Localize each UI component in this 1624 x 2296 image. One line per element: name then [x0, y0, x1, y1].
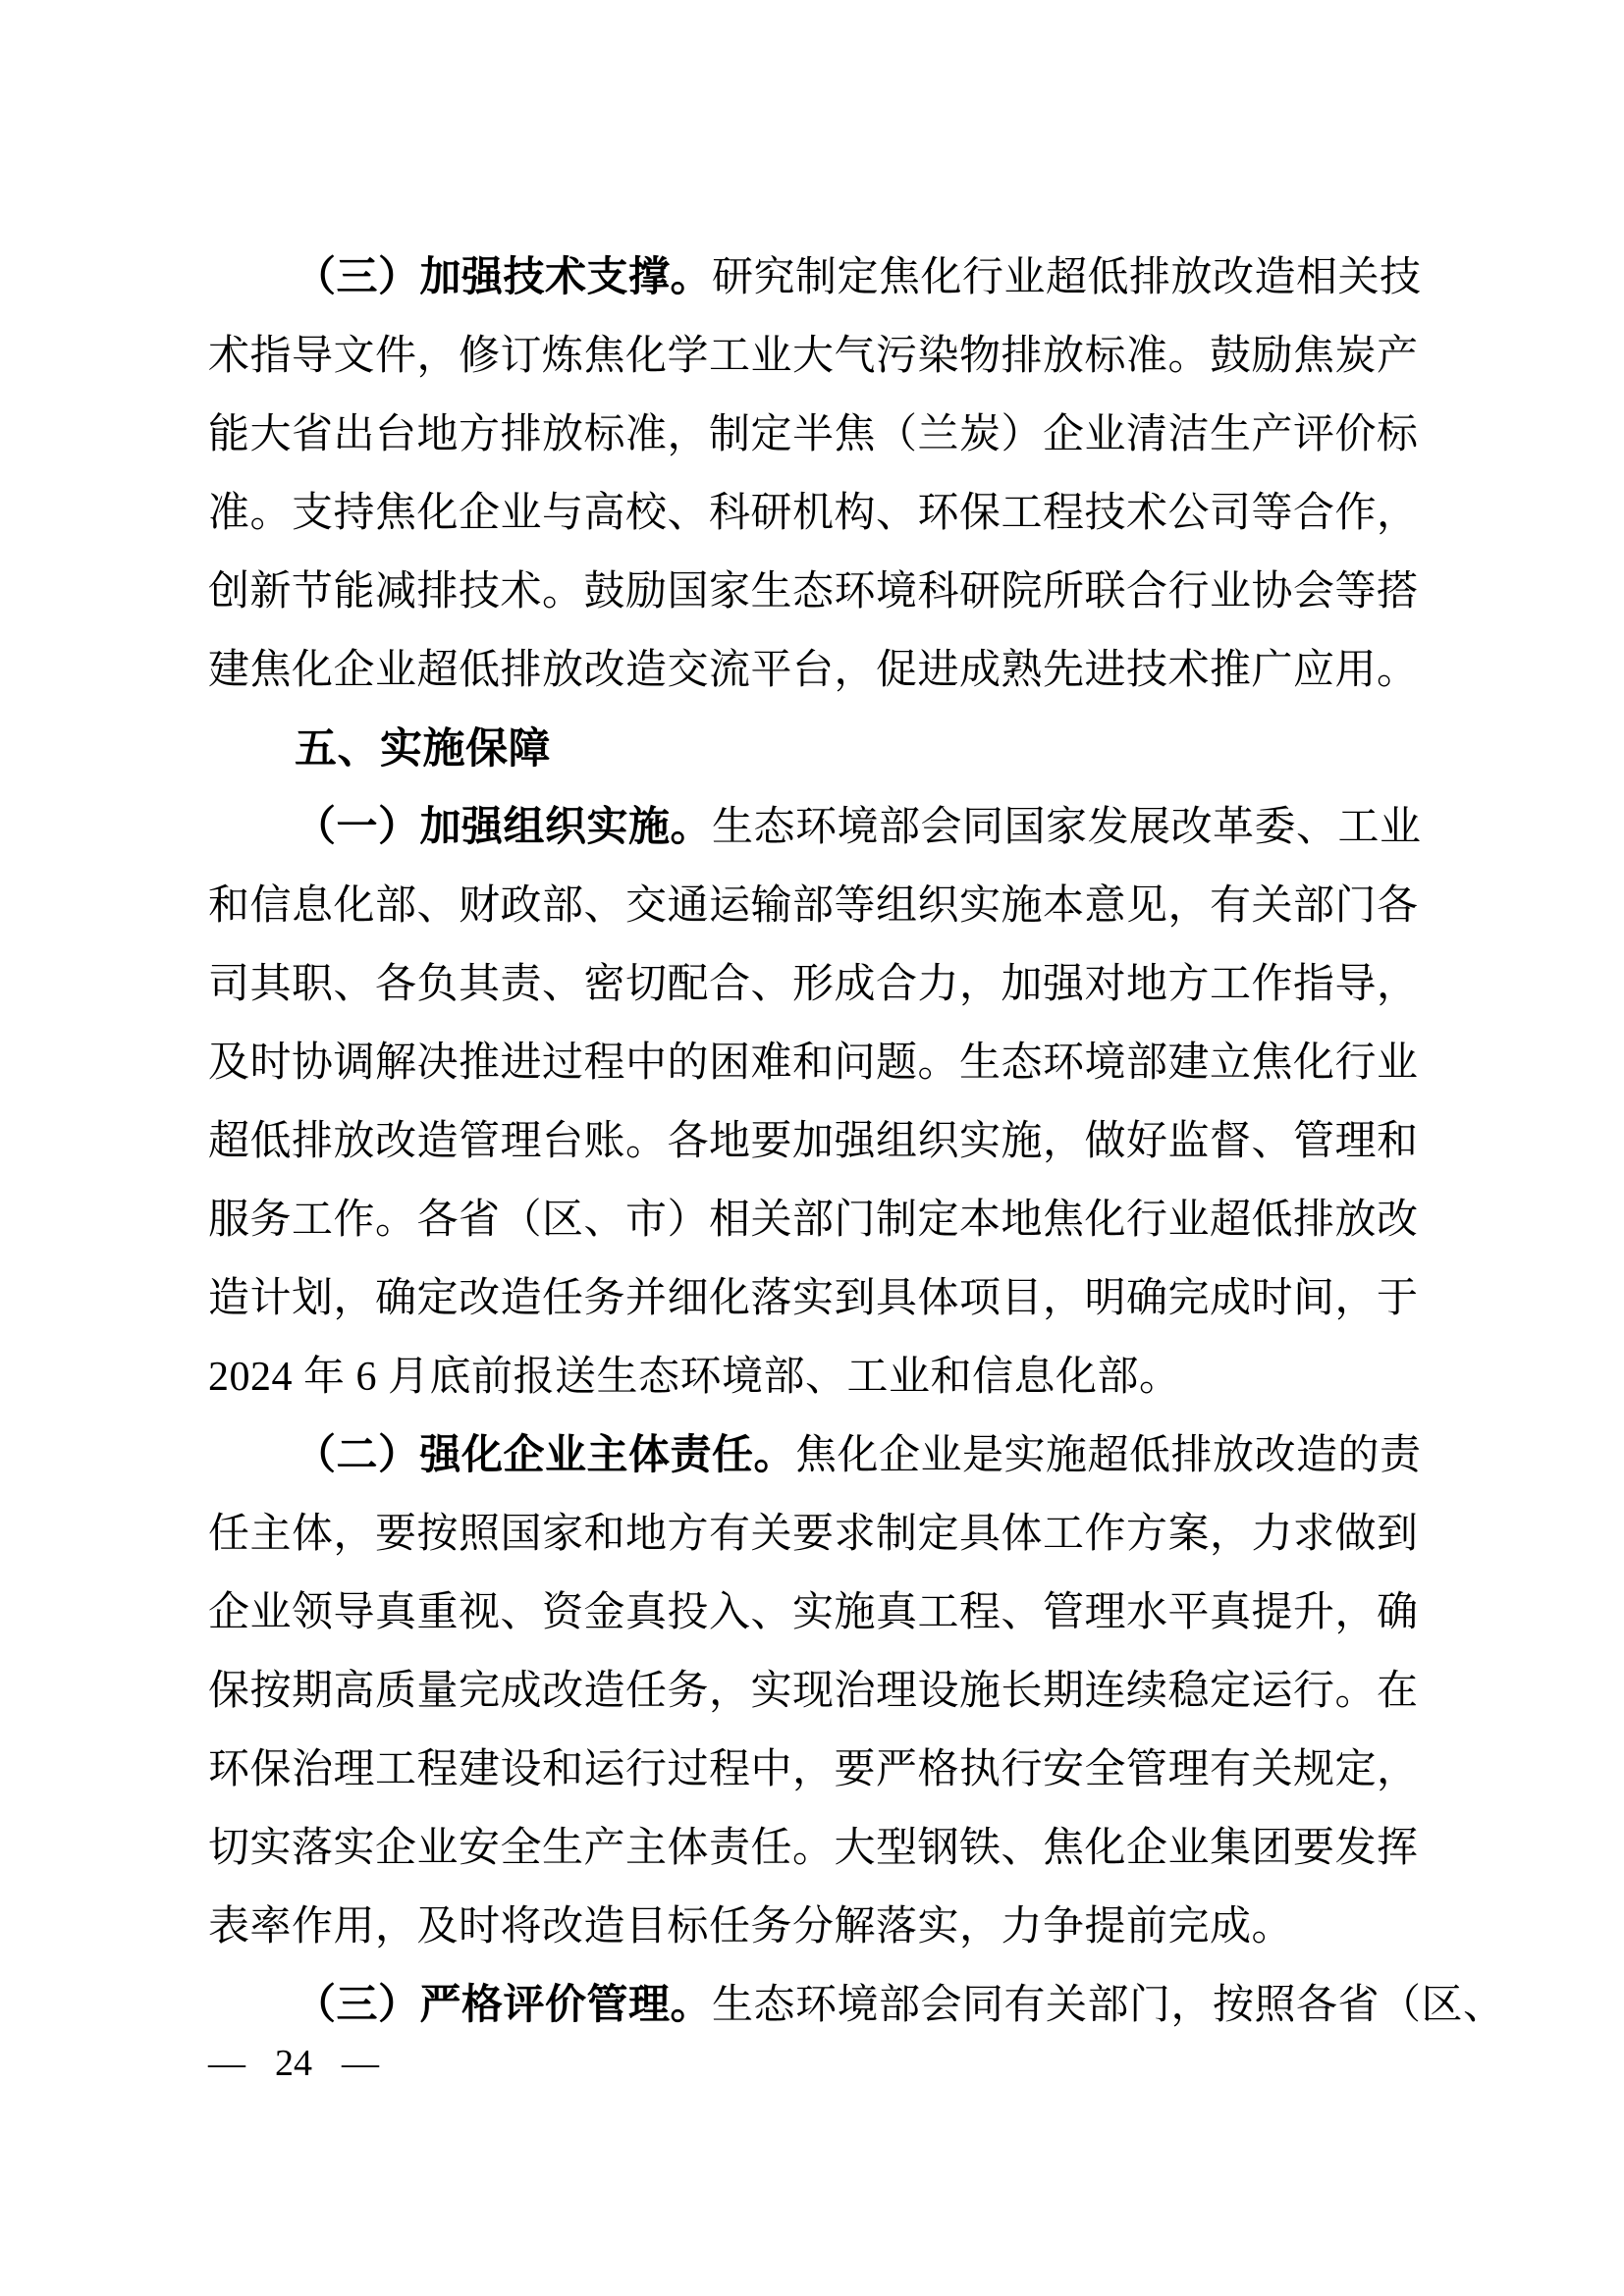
line-text: 造计划，确定改造任务并细化落实到具体项目，明确完成时间，于 [208, 1276, 1419, 1321]
line-text: 2024 年 6 月底前报送生态环境部、工业和信息化部。 [208, 1355, 1181, 1400]
text-line [208, 1102, 1419, 1181]
line-text: 保按期高质量完成改造任务，实现治理设施长期连续稳定运行。在 [208, 1669, 1419, 1714]
line-text: 及时协调解决推进过程中的困难和问题。生态环境部建立焦化行业 [208, 1041, 1419, 1086]
footer-right-dash: — [342, 2043, 379, 2084]
lead-bold-text: （三）严格评价管理。 [295, 1983, 713, 2028]
text-line [208, 631, 1419, 710]
text-line [208, 1966, 1505, 2045]
line-text: 任主体，要按照国家和地方有关要求制定具体工作方案，力求做到 [208, 1512, 1419, 1557]
lead-bold-text: （一）加强组织实施。 [295, 805, 713, 850]
text-line [208, 788, 1422, 867]
lead-bold-text: （三）加强技术支撑。 [295, 255, 713, 300]
line-text: 表率作用，及时将改造目标任务分解落实，力争提前完成。 [208, 1904, 1294, 1949]
footer-left-dash: — [208, 2043, 245, 2084]
text-line [208, 1259, 1419, 1338]
text-line [208, 1574, 1419, 1652]
text-line [208, 710, 1414, 788]
text-line [208, 553, 1419, 631]
line-text: 能大省出台地方排放标准，制定半焦（兰炭）企业清洁生产评价标 [208, 412, 1419, 457]
page-footer [208, 2034, 379, 2093]
line-text: 和信息化部、财政部、交通运输部等组织实施本意见，有关部门各 [208, 883, 1419, 929]
text-line [208, 317, 1419, 396]
lead-bold-text: 五、实施保障 [295, 725, 551, 773]
line-text: 环保治理工程建设和运行过程中，要严格执行安全管理有关规定， [208, 1747, 1419, 1792]
text-line [208, 396, 1419, 474]
line-text: 服务工作。各省（区、市）相关部门制定本地焦化行业超低排放改 [208, 1198, 1419, 1243]
line-text: 超低排放改造管理台账。各地要加强组织实施，做好监督、管理和 [208, 1119, 1419, 1164]
text-line [208, 1888, 1414, 1966]
lead-bold-text: （二）强化企业主体责任。 [295, 1433, 796, 1478]
line-text: 建焦化企业超低排放改造交流平台，促进成熟先进技术推广应用。 [208, 648, 1419, 693]
line-text: 术指导文件，修订炼焦化学工业大气污染物排放标准。鼓励焦炭产 [208, 334, 1419, 379]
line-text: 研究制定焦化行业超低排放改造相关技 [712, 255, 1422, 300]
text-block [208, 239, 1505, 2045]
text-line [208, 867, 1419, 945]
line-text: 创新节能减排技术。鼓励国家生态环境科研院所联合行业协会等搭 [208, 569, 1419, 614]
text-line [208, 1652, 1419, 1731]
line-text: 切实落实企业安全生产主体责任。大型钢铁、焦化企业集团要发挥 [208, 1826, 1419, 1871]
text-line [208, 1416, 1422, 1495]
text-line [208, 945, 1419, 1024]
line-text: 焦化企业是实施超低排放改造的责 [795, 1433, 1422, 1478]
text-line [208, 1024, 1419, 1102]
page-number: 24 [275, 2043, 312, 2084]
line-text: 生态环境部会同国家发展改革委、工业 [712, 805, 1422, 850]
line-text: 企业领导真重视、资金真投入、实施真工程、管理水平真提升，确 [208, 1590, 1419, 1635]
text-line [208, 1338, 1414, 1416]
text-line [208, 1495, 1419, 1574]
line-text: 准。支持焦化企业与高校、科研机构、环保工程技术公司等合作， [208, 491, 1419, 536]
text-line [208, 474, 1419, 553]
text-line [208, 239, 1422, 317]
text-line [208, 1181, 1419, 1259]
line-text: 司其职、各负其责、密切配合、形成合力，加强对地方工作指导， [208, 962, 1419, 1007]
line-text: 生态环境部会同有关部门，按照各省（区、 [712, 1983, 1505, 2028]
text-line [208, 1809, 1419, 1888]
text-line [208, 1731, 1419, 1809]
